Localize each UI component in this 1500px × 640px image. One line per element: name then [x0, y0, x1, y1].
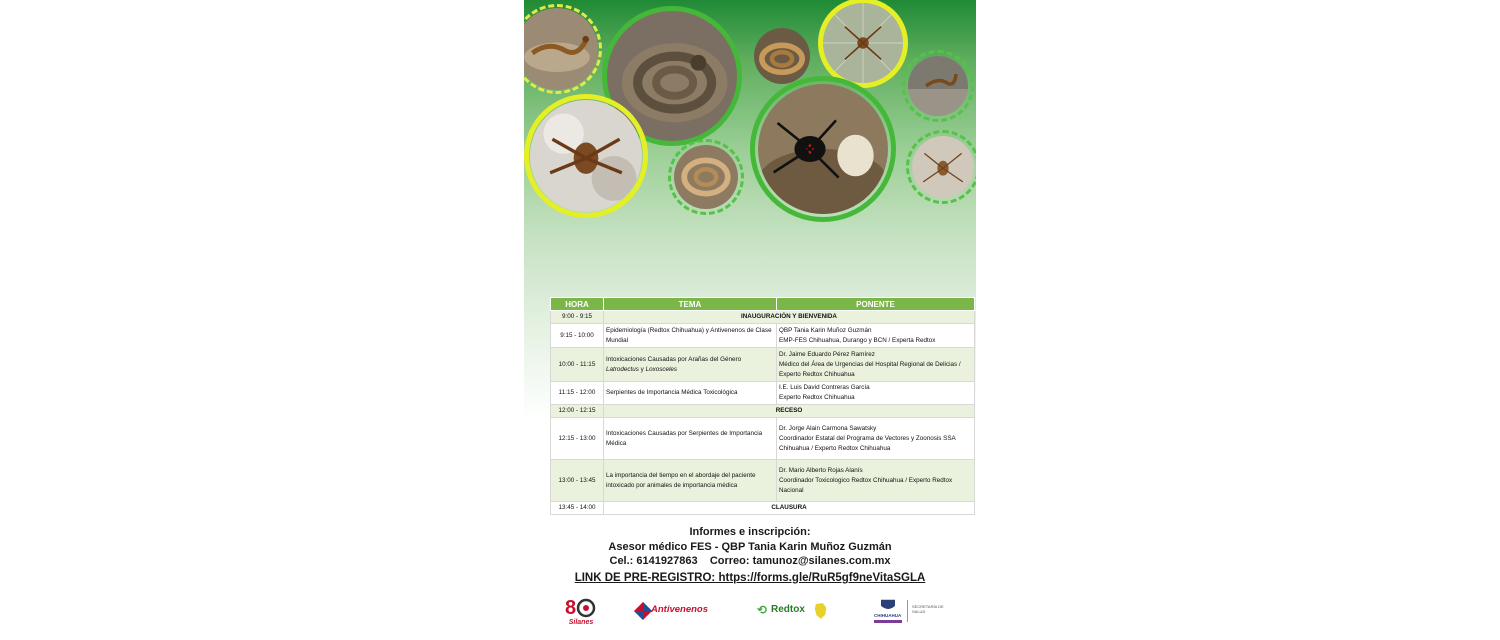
- logo-divider: [907, 600, 908, 622]
- speaker-name: Dr. Jaime Eduardo Pérez Ramírez: [779, 350, 875, 358]
- speaker-name: I.E. Luis David Contreras García: [779, 384, 870, 391]
- speaker-role: Coordinador Toxicologico Redtox Chihuahua / Experto Redtox Nacional: [779, 476, 953, 494]
- event-poster: [524, 0, 976, 640]
- scorpion-rock-ring: [902, 50, 974, 122]
- row-speaker: [777, 460, 975, 502]
- contact-advisor: Asesor médico FES - QBP Tania Karin Muñoz Guzmán: [608, 541, 892, 553]
- topic-and: y: [638, 365, 646, 373]
- speaker-name: Dr. Jorge Alain Carmona Sawatsky: [779, 424, 877, 432]
- row-topic: Serpientes de Importancia Médica Toxicológica: [604, 382, 777, 405]
- col-tema-header: TEMA: [604, 298, 777, 311]
- table-row: [551, 348, 975, 382]
- row-time: 12:15 - 13:00: [551, 418, 604, 460]
- table-row: [551, 311, 975, 324]
- chihuahua-state-map-icon: [814, 602, 828, 620]
- gobierno-chihuahua-logo: [874, 598, 944, 626]
- contact-phone: Cel.: 6141927863: [609, 555, 698, 567]
- table-row: [551, 502, 975, 515]
- row-topic: La importancia del tiempo en el abordaje del paciente intoxicado por animales de importancia médica: [604, 460, 777, 502]
- row-speaker: [777, 324, 975, 348]
- col-ponente-header: PONENTE: [777, 298, 975, 311]
- row-span-label: RECESO: [604, 405, 975, 418]
- contact-heading: Informes e inscripción:: [689, 526, 811, 538]
- row-time: 13:45 - 14:00: [551, 502, 604, 515]
- row-time: 11:15 - 12:00: [551, 382, 604, 405]
- speaker-name: Dr. Mario Alberto Rojas Alanís: [779, 466, 863, 474]
- genus-latrodectus: Latrodectus: [606, 365, 639, 373]
- col-hora-header: HORA: [551, 298, 604, 311]
- row-time: 12:00 - 12:15: [551, 405, 604, 418]
- chihuahua-shield-icon: [877, 598, 899, 612]
- row-time: 9:15 - 10:00: [551, 324, 604, 348]
- table-row: [551, 460, 975, 502]
- black-widow-ring: [750, 76, 896, 222]
- row-time: 13:00 - 13:45: [551, 460, 604, 502]
- silanes-logo-text: Silanes: [568, 619, 594, 626]
- table-header-row: [551, 298, 975, 311]
- speaker-role: EMP-FES Chihuahua, Durango y BCN / Experta Redtox: [779, 336, 936, 344]
- speaker-name: QBP Tania Karin Muñoz Guzmán: [779, 326, 872, 334]
- table-row: [551, 405, 975, 418]
- table-row: [551, 382, 975, 405]
- genus-loxosceles: Loxosceles: [645, 365, 678, 373]
- antivenenos-diamond-icon: [634, 602, 652, 620]
- table-row: [551, 324, 975, 348]
- row-speaker: [777, 348, 975, 382]
- redtox-logo-text: Redtox: [771, 604, 805, 615]
- redtox-logo: [757, 601, 829, 623]
- chihuahua-logo-text: CHIHUAHUA: [874, 613, 902, 618]
- row-time: 10:00 - 11:15: [551, 348, 604, 382]
- row-time: 9:00 - 9:15: [551, 311, 604, 324]
- speaker-role: Coordinador Estatal del Programa de Vectores y Zoonosis SSA Chihuahua / Experto Redtox Chihuahua: [779, 434, 956, 452]
- silanes-logo: [564, 594, 598, 630]
- row-topic: Epidemiología (Redtox Chihuahua) y Antivenenos de Clase Mundial: [604, 324, 777, 348]
- scorpion-ring: [524, 4, 602, 94]
- spider-web-ring: [818, 0, 908, 88]
- brown-recluse-ring: [906, 130, 976, 204]
- secretaria-salud-text: SECRETARÍA DE SALUD: [912, 604, 944, 614]
- redtox-r-icon: ⟲: [757, 603, 768, 617]
- row-topic: Intoxicaciones Causadas por Serpientes de Importancia Médica: [604, 418, 777, 460]
- tarantula-ring: [524, 94, 648, 218]
- antivenenos-logo-text: Antivenenos: [651, 604, 709, 615]
- row-topic: [604, 348, 777, 382]
- antivenenos-logo: [634, 600, 714, 624]
- chihuahua-color-bar: [874, 620, 902, 623]
- row-span-label: INAUGURACIÓN Y BIENVENIDA: [604, 311, 975, 324]
- snake-coil-ring: [668, 139, 744, 215]
- snake-small-photo: [754, 28, 810, 84]
- speaker-role: Médico del Área de Urgencias del Hospital Regional de Delicias / Experto Redtox Chihuahua: [779, 360, 961, 378]
- contact-email: Correo: tamunoz@silanes.com.mx: [709, 555, 891, 567]
- svg-text:8: 8: [565, 597, 577, 619]
- row-speaker: [777, 418, 975, 460]
- speaker-role: Experto Redtox Chihuahua: [779, 394, 855, 401]
- table-row: [551, 418, 975, 460]
- row-speaker: [777, 382, 975, 405]
- topic-text: Intoxicaciones Causadas por Arañas del Género: [606, 355, 742, 363]
- preregistration-link[interactable]: LINK DE PRE-REGISTRO: https://forms.gle/RuR5gf9neVitaSGLA: [574, 572, 926, 584]
- contact-phone-email: [524, 555, 976, 567]
- row-span-label: CLAUSURA: [604, 502, 975, 515]
- schedule-table: [550, 297, 975, 515]
